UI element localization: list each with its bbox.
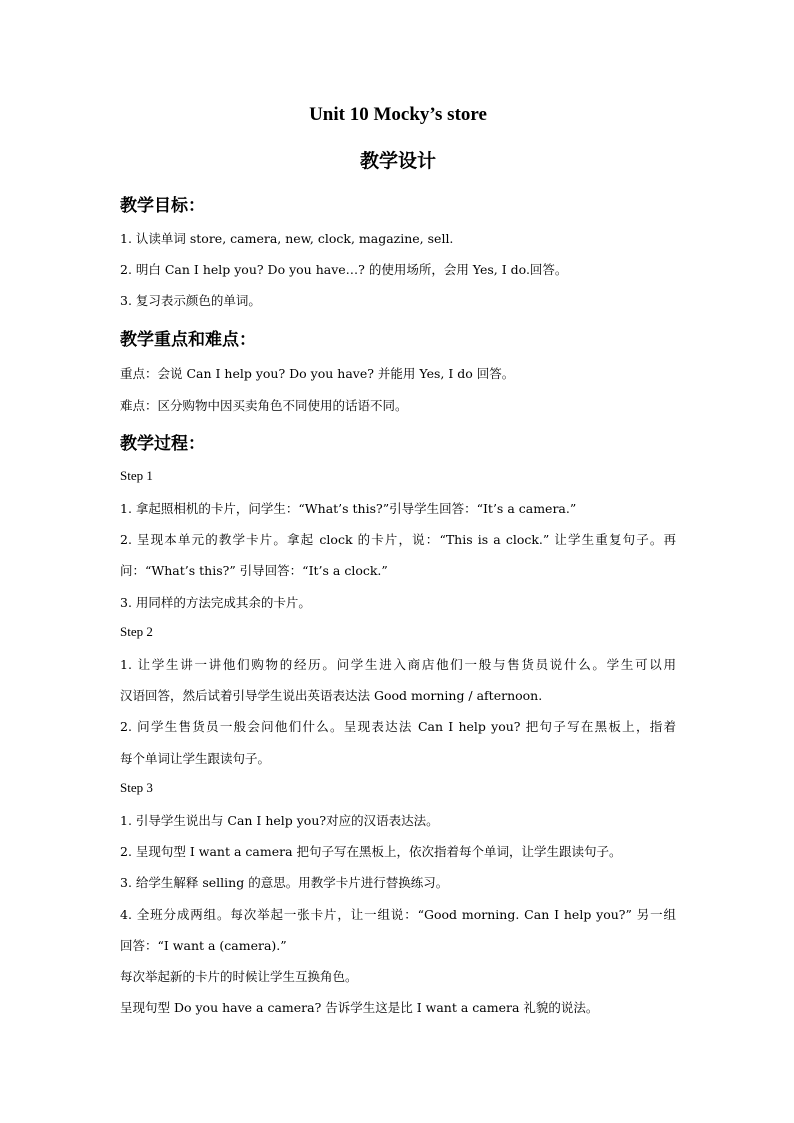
step-line: 问：“What’s this?” 引导回答：“It’s a clock.”: [120, 563, 388, 578]
step-label: Step 1: [120, 468, 153, 483]
step-line: 3. 用同样的方法完成其余的卡片。: [120, 595, 311, 610]
step-line: 2. 呈现本单元的教学卡片。拿起 clock 的卡片，说：“This is a clock.” 让学生重复句子。再: [120, 532, 676, 547]
goal-item: 2. 明白 Can I help you? Do you have…? 的使用场所，会用 Yes, I do.回答。: [120, 262, 568, 277]
key-points-heading: 教学重点和难点：: [120, 330, 256, 350]
goal-item: 1. 认读单词 store, camera, new, clock, magazine, sell.: [120, 231, 454, 246]
step-line: 1. 拿起照相机的卡片，问学生：“What’s this?”引导学生回答：“It’s a camera.”: [120, 501, 577, 516]
step-line: 3. 给学生解释 selling 的意思。用教学卡片进行替换练习。: [120, 875, 449, 890]
step-line: 2. 问学生售货员一般会问他们什么。呈现表达法 Can I help you? 把句子写在黑板上，指着: [120, 719, 676, 734]
step-line: 每个单词让学生跟读句子。: [120, 751, 271, 766]
step-label: Step 2: [120, 624, 153, 639]
goals-heading: 教学目标：: [120, 196, 205, 216]
step-line: 呈现句型 Do you have a camera? 告诉学生这是比 I want a camera 礼貌的说法。: [120, 1000, 599, 1015]
document-subtitle: 教学设计: [359, 151, 436, 172]
process-heading: 教学过程：: [120, 434, 205, 454]
step-line: 1. 让学生讲一讲他们购物的经历。问学生进入商店他们一般与售货员说什么。学生可以用: [120, 657, 676, 672]
step-line: 回答：“I want a (camera).”: [120, 938, 287, 953]
goal-item: 3. 复习表示颜色的单词。: [120, 293, 261, 308]
step-line: 每次举起新的卡片的时候让学生互换角色。: [120, 969, 358, 984]
key-point-item: 难点：区分购物中因买卖角色不同使用的话语不同。: [120, 398, 408, 413]
document-title: Unit 10 Mocky’s store: [309, 104, 487, 125]
step-line: 1. 引导学生说出与 Can I help you?对应的汉语表达法。: [120, 813, 439, 828]
step-line: 2. 呈现句型 I want a camera 把句子写在黑板上，依次指着每个单词，让学生跟读句子。: [120, 844, 622, 859]
key-point-item: 重点：会说 Can I help you? Do you have? 并能用 Yes, I do 回答。: [120, 366, 515, 381]
step-label: Step 3: [120, 780, 153, 795]
step-line: 4. 全班分成两组。每次举起一张卡片，让一组说：“Good morning. Can I help you?” 另一组: [120, 907, 676, 922]
step-line: 汉语回答，然后试着引导学生说出英语表达法 Good morning / afternoon.: [120, 688, 543, 703]
